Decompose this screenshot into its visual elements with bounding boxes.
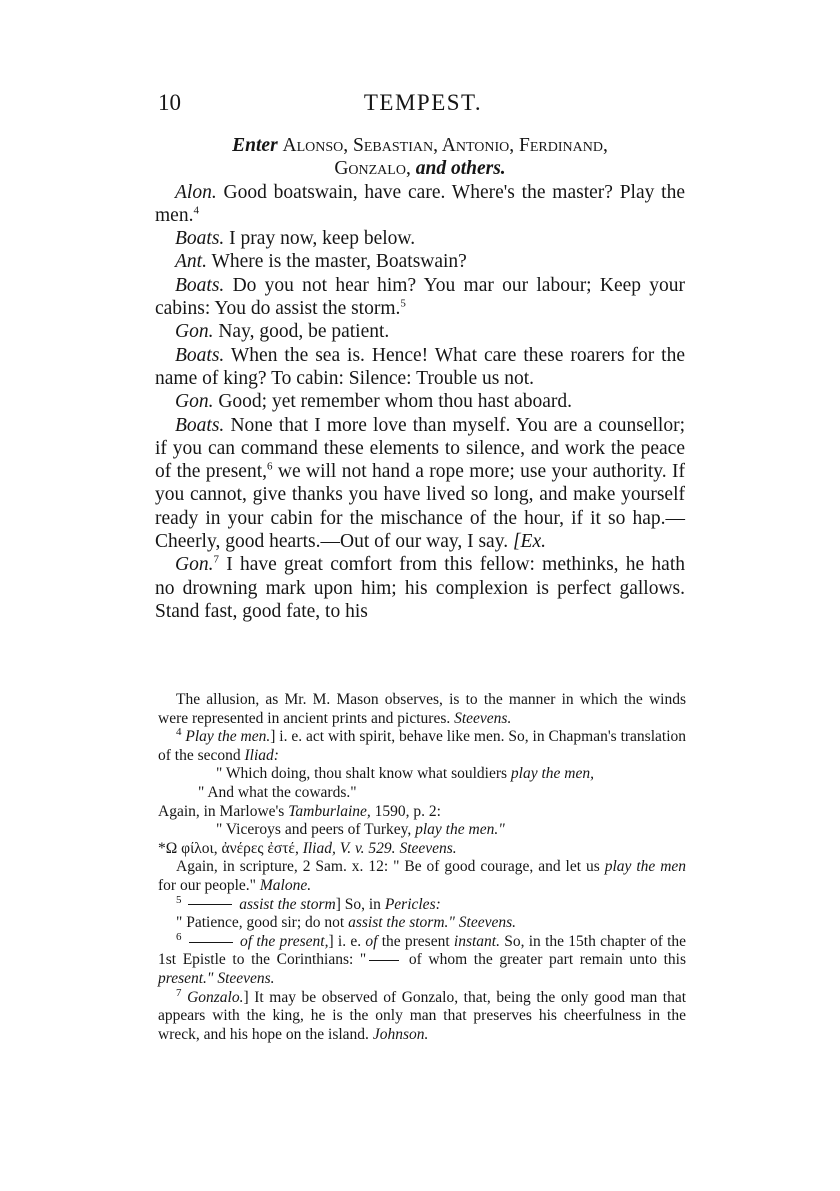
note-ref: 4	[193, 204, 199, 217]
stage-direction	[155, 134, 685, 181]
footnote-text: Again, in scripture, 2 Sam. x. 12: " Be of good courage, and let us	[176, 858, 600, 876]
speaker: Boats.	[175, 414, 225, 436]
speaker: Boats.	[175, 344, 225, 366]
footnote-text: So, in the 15th chapter of the 1st Epistle to the Corinthians: "	[158, 932, 687, 969]
footnote-text: The allusion, as Mr. M. Mason observes, is to the manner in which the winds were represented in ancient prints and pictures.	[158, 691, 686, 727]
speaker: Alon.	[175, 181, 217, 203]
footnote-text: of whom the greater part remain unto this	[408, 951, 686, 969]
speech-text: None that I more love than myself. You are a counsellor; if you can command these elements to silence, and work the peace of the present,	[155, 414, 685, 483]
speaker: Gon.	[175, 321, 214, 343]
speech-text: Where is the master, Boatswain?	[211, 251, 467, 273]
speech-boatswain	[155, 344, 685, 391]
dash-rule	[188, 904, 232, 905]
footnote-quote	[158, 821, 686, 840]
and-others: and others.	[415, 158, 506, 180]
footnote-text: ] i. e. act with spirit, behave like men. So, in Chapman's translation of the second	[158, 728, 687, 764]
quote-emphasis: play the men,	[510, 765, 594, 783]
note-ref: 7	[213, 553, 219, 566]
footnote-4-again	[158, 803, 686, 822]
play-text	[155, 134, 685, 623]
footnote-title: Iliad:	[244, 746, 279, 764]
quote-emphasis: play the men	[604, 858, 687, 876]
footnote-5	[158, 893, 686, 915]
speaker: Boats.	[175, 274, 225, 296]
footnote-title: Tamburlaine,	[288, 802, 371, 820]
speech-text: Good boatswain, have care. Where's the master? Play the men.	[155, 181, 686, 226]
footnote-title: Pericles:	[384, 895, 441, 913]
quote-emphasis: assist the storm."	[348, 914, 455, 932]
character-list: Alonso, Sebastian, Antonio, Ferdinand,	[282, 135, 608, 156]
speech-boatswain	[155, 227, 685, 250]
footnote-number: 7	[176, 986, 182, 999]
speech-antonio	[155, 250, 685, 273]
quote-emphasis: present."	[158, 969, 214, 987]
quote-text: " Viceroys and peers of Turkey,	[216, 821, 412, 839]
speaker: Gon.	[175, 391, 214, 413]
greek-quote: *Ω φίλοι, ἀνέρες ἐστέ,	[158, 839, 299, 857]
page-number: 10	[158, 90, 181, 115]
footnote-number: 5	[176, 893, 182, 906]
footnote-number: 6	[176, 930, 182, 943]
quote-text: " Which doing, thou shalt know what souldiers	[216, 765, 508, 783]
quote-text: " Patience, good sir; do not	[176, 914, 345, 932]
quote-text: " And what the cowards."	[198, 783, 357, 801]
speaker: Boats.	[175, 228, 225, 250]
speech-alonso	[155, 181, 685, 228]
footnote-lemma: assist the storm	[239, 895, 336, 913]
footnote-7	[158, 986, 687, 1045]
exit-direction: [Ex.	[512, 531, 546, 553]
speech-boatswain	[155, 414, 685, 554]
dash-rule	[369, 960, 399, 961]
speech-text: Good; yet remember whom thou hast aboard.	[218, 391, 572, 413]
note-ref: 5	[400, 297, 406, 310]
footnote-number: 4	[176, 726, 182, 739]
footnote-author: Steevens.	[458, 914, 517, 932]
note-ref: 6	[267, 460, 273, 473]
footnote-text: the present	[381, 932, 450, 950]
speech-text: When the sea is. Hence! What care these roarers for the name of king? To cabin: Silence: Trouble us not.	[155, 344, 685, 389]
quote-emphasis: play the men."	[415, 821, 505, 839]
speech-text: I have great comfort from this fellow: methinks, he hath no drowning mark upon him; his complexion is perfect gallows. Stand fast, good fate, to his	[155, 554, 686, 622]
dash-rule	[189, 942, 233, 943]
footnote-text: ] i. e.	[328, 932, 362, 950]
footnote-continued	[158, 691, 686, 728]
footnote-lemma: of the present,	[240, 932, 329, 950]
footnotes	[158, 691, 686, 1044]
speech-text: I pray now, keep below.	[229, 228, 416, 250]
footnote-4	[158, 728, 686, 765]
footnote-text: ] So, in	[335, 895, 381, 913]
speech-text: Do you not hear him? You mar our labour; Keep your cabins: You do assist the storm.	[155, 274, 686, 320]
footnote-4-scripture	[158, 858, 686, 895]
footnote-author: Malone.	[259, 876, 312, 894]
speech-gonzalo	[155, 553, 685, 623]
running-head	[158, 90, 688, 120]
enter-word: Enter	[232, 135, 278, 156]
footnote-author: Steevens.	[454, 709, 512, 727]
footnote-quote	[158, 914, 686, 933]
running-title: TEMPEST.	[363, 90, 483, 115]
footnote-text: for our people."	[158, 876, 257, 894]
footnote-quote	[158, 765, 686, 802]
speaker: Gon.	[175, 554, 214, 576]
speech-gonzalo	[155, 390, 685, 413]
footnote-author: Johnson.	[372, 1025, 429, 1043]
footnote-text: 1590, p. 2:	[374, 802, 441, 820]
speaker: Ant.	[175, 251, 207, 273]
speech-gonzalo	[155, 320, 685, 343]
footnote-author: Steevens.	[399, 839, 457, 857]
speech-text: Nay, good, be patient.	[218, 321, 390, 343]
footnote-lemma: Gonzalo.	[187, 988, 244, 1006]
footnote-lemma: Play the men.	[185, 728, 271, 746]
quote-emphasis: of	[365, 932, 378, 950]
footnote-greek	[158, 840, 686, 859]
character-gonzalo: Gonzalo,	[334, 158, 411, 180]
footnote-author: Steevens.	[217, 969, 275, 987]
footnote-text: Again, in Marlowe's	[158, 802, 285, 820]
footnote-text: ] It may be observed of Gonzalo, that, being the only good man that appears with the king, he is the only man that preserves his cheerfulness in the wreck, and his hope on the island.	[158, 988, 687, 1043]
footnote-6	[158, 930, 687, 989]
speech-text-continued: we will not hand a rope more; use your authority. If you cannot, give thanks you have lived so long, and make yourself ready in your cabin for the mischance of the hour, if it so hap.—Cheerly, good hearts.—Out of our way, I say.	[155, 461, 685, 553]
speech-boatswain	[155, 274, 685, 321]
quote-emphasis: instant.	[453, 932, 500, 950]
footnote-title: Iliad, V. v. 529.	[302, 839, 396, 857]
